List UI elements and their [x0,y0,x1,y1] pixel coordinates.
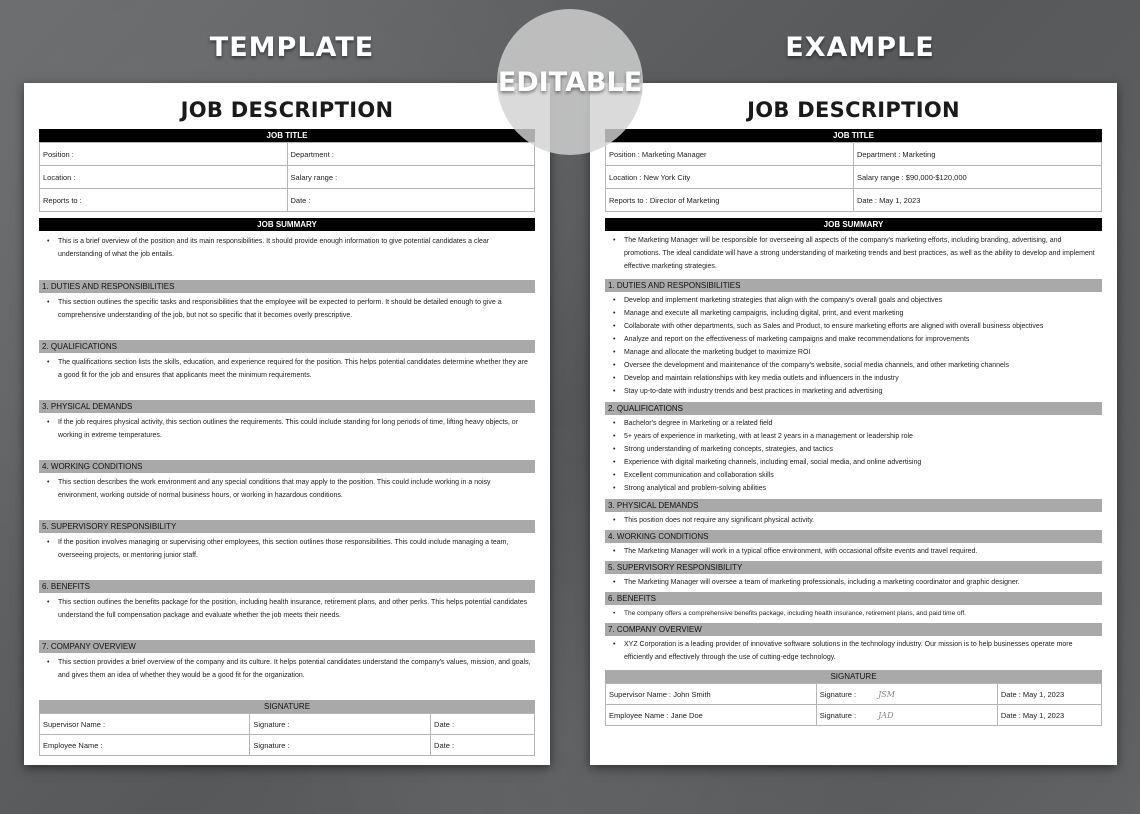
job-summary-header: JOB SUMMARY [605,218,1102,231]
reports-to-field[interactable]: Reports to : Director of Marketing [606,189,854,212]
working-conditions-text[interactable]: • This section describes the work environment and any special conditions that may apply to the position. This could include working in a noisy environment, working outside of normal business hours, or working in hazardous conditions. [39,476,535,502]
supervisor-name-field[interactable]: Supervisor Name : [40,714,250,735]
job-info-table [39,142,535,212]
salary-range-field[interactable]: Salary range : [287,166,535,189]
benefits-list [605,607,1102,620]
supervisory-list [39,536,535,562]
working-conditions-text[interactable]: • The Marketing Manager will work in a typical office environment, with occasional offsite events and travel required. [605,545,1102,558]
working-conditions-section-title: 4. WORKING CONDITIONS [39,460,535,473]
list-item[interactable]: • Manage and allocate the marketing budget to maximize ROI [605,346,1102,359]
table-row [40,166,535,189]
example-heading: EXAMPLE [785,32,935,63]
position-field[interactable]: Position : Marketing Manager [606,143,854,166]
benefits-text[interactable]: • The company offers a comprehensive benefits package, including health insurance, retirement plans, and paid time off. [605,607,1102,620]
supervisory-section-title: 5. SUPERVISORY RESPONSIBILITY [605,561,1102,574]
physical-demands-text[interactable]: • This position does not require any significant physical activity. [605,514,1102,527]
qualifications-section-title: 2. QUALIFICATIONS [39,340,535,353]
location-field[interactable]: Location : [40,166,288,189]
supervisor-date-field[interactable]: Date : [431,714,535,735]
signature-table [605,683,1102,726]
summary-list [39,235,535,261]
list-item[interactable]: • Develop and implement marketing strategies that align with the company's overall goals and objectives [605,294,1102,307]
department-field[interactable]: Department : [287,143,535,166]
duties-list [39,296,535,322]
benefits-section-title: 6. BENEFITS [605,592,1102,605]
signature-scribble: JSM [878,689,895,699]
reports-to-field[interactable]: Reports to : [40,189,288,212]
signature-scribble: JAD [878,710,894,720]
list-item[interactable]: • Strong analytical and problem-solving abilities [605,482,1102,495]
employee-signature-field[interactable]: Signature : [250,735,431,756]
company-overview-text[interactable]: • XYZ Corporation is a leading provider of innovative software solutions in the technology industry. Our mission is to help businesses operate more efficiently and effectively through the use of cutting-edge technology. [605,638,1102,664]
table-row [40,189,535,212]
supervisory-list [605,576,1102,589]
list-item[interactable]: • Collaborate with other departments, such as Sales and Product, to ensure marketing efforts are aligned with overall business objectives [605,320,1102,333]
supervisory-text[interactable]: • If the position involves managing or supervising other employees, this section outlines those responsibilities. This could include managing a team, overseeing projects, or mentoring junior staff. [39,536,535,562]
table-row [606,684,1102,705]
summary-text[interactable]: • This is a brief overview of the position and its main responsibilities. It should provide enough information to give potential candidates a clear understanding of what the job entails. [39,235,535,261]
duties-text[interactable]: • This section outlines the specific tasks and responsibilities that the employee will be expected to perform. It should be detailed enough to give a comprehensive understanding of the job, but not so specific that it becomes overly prescriptive. [39,296,535,322]
list-item[interactable]: • Develop and maintain relationships with key media outlets and influencers in the industry [605,372,1102,385]
qualifications-text[interactable]: • The qualifications section lists the skills, education, and experience required for the position. This helps potential candidates determine whether they are a good fit for the job and ensures that applicants meet the minimum requirements. [39,356,535,382]
qualifications-list [605,417,1102,495]
company-overview-section-title: 7. COMPANY OVERVIEW [605,623,1102,636]
template-heading: TEMPLATE [209,32,375,63]
benefits-section-title: 6. BENEFITS [39,580,535,593]
signature-header: SIGNATURE [39,700,535,713]
list-item[interactable]: • Analyze and report on the effectiveness of marketing campaigns and make recommendations for improvements [605,333,1102,346]
physical-demands-list [605,514,1102,527]
employee-date-field[interactable]: Date : [431,735,535,756]
date-field[interactable]: Date : [287,189,535,212]
job-title-header: JOB TITLE [39,129,535,142]
department-field[interactable]: Department : Marketing [854,143,1102,166]
job-title-header: JOB TITLE [605,129,1102,142]
location-field[interactable]: Location : New York City [606,166,854,189]
benefits-list [39,596,535,622]
supervisor-name-field[interactable]: Supervisor Name : John Smith [606,684,817,705]
working-conditions-section-title: 4. WORKING CONDITIONS [605,530,1102,543]
editable-badge: EDITABLE [497,9,643,155]
company-overview-list [39,656,535,682]
employee-date-field[interactable]: Date : May 1, 2023 [997,705,1101,726]
table-row [606,705,1102,726]
date-field[interactable]: Date : May 1, 2023 [854,189,1102,212]
table-row [40,735,535,756]
supervisor-signature-field[interactable]: Signature : [250,714,431,735]
company-overview-list [605,638,1102,664]
employee-name-field[interactable]: Employee Name : [40,735,250,756]
signature-label: Signature : [819,710,857,720]
summary-text[interactable]: • The Marketing Manager will be responsible for overseeing all aspects of the company's marketing efforts, including branding, advertising, and promotions. The ideal candidate will have a strong understanding of marketing trends and best practices, as well as the ability to develop and implement effective marketing strategies. [605,234,1102,273]
template-sheet [24,83,550,765]
duties-section-title: 1. DUTIES AND RESPONSIBILITIES [605,279,1102,292]
signature-label: Signature : [819,689,857,699]
table-row [606,189,1102,212]
employee-name-field[interactable]: Employee Name : Jane Doe [606,705,817,726]
table-row [40,143,535,166]
supervisor-date-field[interactable]: Date : May 1, 2023 [997,684,1101,705]
list-item[interactable]: • Experience with digital marketing channels, including email, social media, and online advertising [605,456,1102,469]
example-sheet [590,83,1117,765]
physical-demands-section-title: 3. PHYSICAL DEMANDS [605,499,1102,512]
supervisory-section-title: 5. SUPERVISORY RESPONSIBILITY [39,520,535,533]
physical-demands-text[interactable]: • If the job requires physical activity, this section outlines the requirements. This could include standing for long periods of time, lifting heavy objects, or working in extreme temperatures. [39,416,535,442]
list-item[interactable]: • 5+ years of experience in marketing, with at least 2 years in a management or leadership role [605,430,1102,443]
list-item[interactable]: • Bachelor's degree in Marketing or a related field [605,417,1102,430]
list-item[interactable]: • Strong understanding of marketing concepts, strategies, and tactics [605,443,1102,456]
table-row [606,166,1102,189]
list-item[interactable]: • Manage and execute all marketing campaigns, including digital, print, and event marketing [605,307,1102,320]
job-info-table [605,142,1102,212]
salary-range-field[interactable]: Salary range : $90,000-$120,000 [854,166,1102,189]
doc-title: JOB DESCRIPTION [747,98,960,122]
benefits-text[interactable]: • This section outlines the benefits package for the position, including health insurance, retirement plans, and other perks. This helps potential candidates understand the full compensation package and evaluate whether the job meets their needs. [39,596,535,622]
list-item[interactable]: • Excellent communication and collaboration skills [605,469,1102,482]
physical-demands-section-title: 3. PHYSICAL DEMANDS [39,400,535,413]
table-row [606,143,1102,166]
qualifications-list [39,356,535,382]
company-overview-text[interactable]: • This section provides a brief overview of the company and its culture. It helps potential candidates understand the company's values, mission, and goals, and gives them an idea of whether they would be a good fit for the organization. [39,656,535,682]
position-field[interactable]: Position : [40,143,288,166]
summary-list [605,234,1102,273]
company-overview-section-title: 7. COMPANY OVERVIEW [39,640,535,653]
signature-table [39,713,535,756]
employee-signature-field[interactable] [816,705,997,726]
supervisor-signature-field[interactable] [816,684,997,705]
table-row [40,714,535,735]
duties-list [605,294,1102,398]
duties-section-title: 1. DUTIES AND RESPONSIBILITIES [39,280,535,293]
working-conditions-list [605,545,1102,558]
qualifications-section-title: 2. QUALIFICATIONS [605,402,1102,415]
physical-demands-list [39,416,535,442]
list-item[interactable]: • Stay up-to-date with industry trends and best practices in marketing and advertising [605,385,1102,398]
signature-header: SIGNATURE [605,670,1102,683]
doc-title: JOB DESCRIPTION [180,98,394,122]
job-summary-header: JOB SUMMARY [39,218,535,231]
supervisory-text[interactable]: • The Marketing Manager will oversee a team of marketing professionals, including a marketing coordinator and graphic designer. [605,576,1102,589]
list-item[interactable]: • Oversee the development and maintenance of the company's website, social media channels, and other marketing channels [605,359,1102,372]
working-conditions-list [39,476,535,502]
